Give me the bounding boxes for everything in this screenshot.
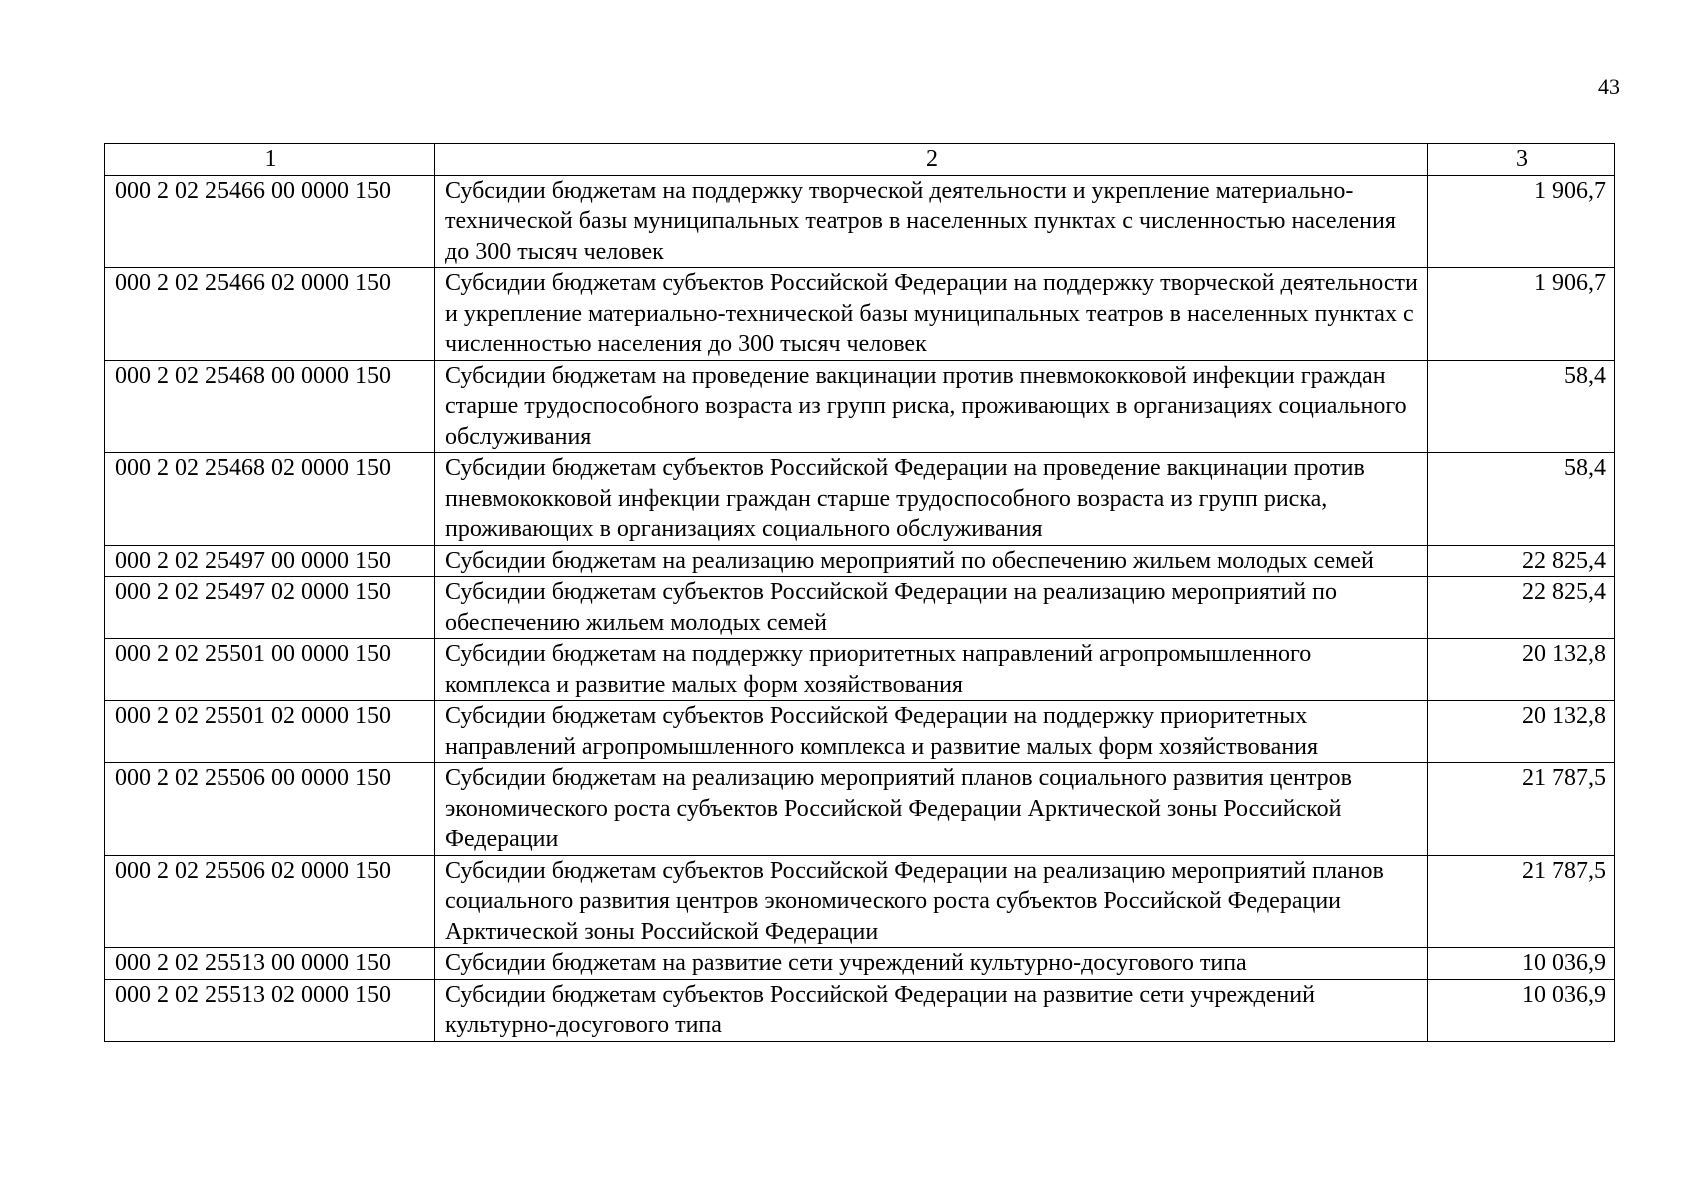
row-amount: 58,4 — [1428, 453, 1615, 546]
row-description: Субсидии бюджетам субъектов Российской Федерации на развитие сети учреждений культурно-досугового типа — [435, 979, 1428, 1041]
table-row — [105, 175, 1615, 268]
table-row — [105, 360, 1615, 453]
row-description: Субсидии бюджетам на проведение вакцинации против пневмококковой инфекции граждан старше трудоспособного возраста из групп риска, проживающих в организациях социального обслуживания — [435, 360, 1428, 453]
row-amount: 20 132,8 — [1428, 639, 1615, 701]
table-header-row — [105, 144, 1615, 176]
row-amount: 21 787,5 — [1428, 763, 1615, 856]
table-row — [105, 763, 1615, 856]
row-description: Субсидии бюджетам субъектов Российской Федерации на поддержку творческой деятельности и укрепление материально-технической базы муниципальных театров в населенных пунктах с численностью населения до 300 тысяч человек — [435, 268, 1428, 361]
row-description: Субсидии бюджетам субъектов Российской Федерации на поддержку приоритетных направлений агропромышленного комплекса и развитие малых форм хозяйствования — [435, 701, 1428, 763]
row-amount: 58,4 — [1428, 360, 1615, 453]
row-code: 000 2 02 25468 00 0000 150 — [105, 360, 435, 453]
column-header-code: 1 — [105, 144, 435, 176]
row-amount: 10 036,9 — [1428, 979, 1615, 1041]
row-description: Субсидии бюджетам на поддержку творческой деятельности и укрепление материально-технической базы муниципальных театров в населенных пунктах с численностью населения до 300 тысяч человек — [435, 175, 1428, 268]
row-amount: 10 036,9 — [1428, 948, 1615, 980]
row-amount: 20 132,8 — [1428, 701, 1615, 763]
row-description: Субсидии бюджетам на реализацию мероприятий по обеспечению жильем молодых семей — [435, 545, 1428, 577]
table-row — [105, 701, 1615, 763]
row-amount: 22 825,4 — [1428, 577, 1615, 639]
row-amount: 1 906,7 — [1428, 268, 1615, 361]
row-description: Субсидии бюджетам на реализацию мероприятий планов социального развития центров экономического роста субъектов Российской Федерации Арктической зоны Российской Федерации — [435, 763, 1428, 856]
table-row — [105, 855, 1615, 948]
row-description: Субсидии бюджетам субъектов Российской Федерации на реализацию мероприятий по обеспечению жильем молодых семей — [435, 577, 1428, 639]
budget-revenue-table — [104, 143, 1615, 1042]
row-description: Субсидии бюджетам субъектов Российской Федерации на реализацию мероприятий планов социального развития центров экономического роста субъектов Российской Федерации Арктической зоны Российской Федерации — [435, 855, 1428, 948]
row-amount: 1 906,7 — [1428, 175, 1615, 268]
table-row — [105, 268, 1615, 361]
table-row — [105, 639, 1615, 701]
table-row — [105, 979, 1615, 1041]
row-code: 000 2 02 25506 00 0000 150 — [105, 763, 435, 856]
row-description: Субсидии бюджетам на поддержку приоритетных направлений агропромышленного комплекса и развитие малых форм хозяйствования — [435, 639, 1428, 701]
row-description: Субсидии бюджетам субъектов Российской Федерации на проведение вакцинации против пневмококковой инфекции граждан старше трудоспособного возраста из групп риска, проживающих в организациях социального обслуживания — [435, 453, 1428, 546]
table-row — [105, 577, 1615, 639]
row-amount: 22 825,4 — [1428, 545, 1615, 577]
row-code: 000 2 02 25513 00 0000 150 — [105, 948, 435, 980]
row-code: 000 2 02 25513 02 0000 150 — [105, 979, 435, 1041]
row-code: 000 2 02 25466 00 0000 150 — [105, 175, 435, 268]
table-row — [105, 453, 1615, 546]
row-code: 000 2 02 25501 00 0000 150 — [105, 639, 435, 701]
row-code: 000 2 02 25497 00 0000 150 — [105, 545, 435, 577]
row-code: 000 2 02 25506 02 0000 150 — [105, 855, 435, 948]
row-amount: 21 787,5 — [1428, 855, 1615, 948]
row-code: 000 2 02 25466 02 0000 150 — [105, 268, 435, 361]
row-code: 000 2 02 25468 02 0000 150 — [105, 453, 435, 546]
column-header-description: 2 — [435, 144, 1428, 176]
row-description: Субсидии бюджетам на развитие сети учреждений культурно-досугового типа — [435, 948, 1428, 980]
page-number: 43 — [1598, 74, 1620, 99]
row-code: 000 2 02 25497 02 0000 150 — [105, 577, 435, 639]
row-code: 000 2 02 25501 02 0000 150 — [105, 701, 435, 763]
table-row — [105, 948, 1615, 980]
table-row — [105, 545, 1615, 577]
column-header-amount: 3 — [1428, 144, 1615, 176]
